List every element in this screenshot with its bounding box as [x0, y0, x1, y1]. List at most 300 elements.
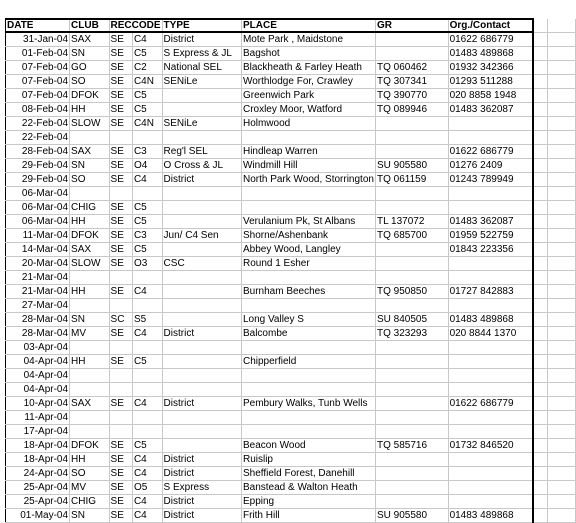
cell-gr[interactable] [375, 453, 448, 467]
cell-date[interactable]: 20-Mar-04 [6, 257, 70, 271]
cell-code[interactable]: C2 [132, 61, 162, 75]
cell-club[interactable]: SO [70, 173, 109, 187]
cell-empty[interactable] [533, 355, 547, 369]
cell-empty[interactable] [533, 495, 547, 509]
cell-empty[interactable] [547, 243, 575, 257]
cell-rec[interactable] [109, 187, 132, 201]
cell-club[interactable]: MV [70, 327, 109, 341]
cell-gr[interactable] [375, 495, 448, 509]
cell-empty[interactable] [547, 61, 575, 75]
cell-empty[interactable] [547, 145, 575, 159]
cell-code[interactable]: C4 [132, 467, 162, 481]
cell-code[interactable]: C5 [132, 439, 162, 453]
cell-org-contact[interactable] [448, 495, 533, 509]
cell-code[interactable]: C3 [132, 145, 162, 159]
cell-club[interactable] [70, 187, 109, 201]
cell-club[interactable] [70, 299, 109, 313]
cell-place[interactable]: Epping [241, 495, 375, 509]
cell-rec[interactable]: SE [109, 397, 132, 411]
cell-org-contact[interactable] [448, 257, 533, 271]
cell-gr[interactable]: SU 905580 [375, 159, 448, 173]
cell-rec[interactable] [109, 425, 132, 439]
cell-rec[interactable] [109, 131, 132, 145]
cell-place[interactable]: Chipperfield [241, 355, 375, 369]
cell-code[interactable] [132, 411, 162, 425]
header-date[interactable]: DATE [6, 19, 70, 32]
cell-date[interactable]: 06-Mar-04 [6, 201, 70, 215]
cell-club[interactable] [70, 271, 109, 285]
cell-type[interactable]: District [162, 173, 241, 187]
cell-code[interactable]: C4 [132, 453, 162, 467]
cell-type[interactable]: District [162, 509, 241, 523]
cell-type[interactable]: District [162, 467, 241, 481]
cell-org-contact[interactable]: 01622 686779 [448, 32, 533, 47]
cell-type[interactable] [162, 243, 241, 257]
cell-code[interactable]: C5 [132, 103, 162, 117]
header-empty-cell[interactable] [547, 19, 575, 32]
cell-gr[interactable] [375, 467, 448, 481]
cell-empty[interactable] [547, 117, 575, 131]
cell-club[interactable]: DFOK [70, 89, 109, 103]
cell-org-contact[interactable] [448, 453, 533, 467]
cell-org-contact[interactable] [448, 341, 533, 355]
cell-org-contact[interactable]: 01959 522759 [448, 229, 533, 243]
cell-org-contact[interactable] [448, 481, 533, 495]
cell-code[interactable]: C3 [132, 229, 162, 243]
cell-place[interactable]: Beacon Wood [241, 439, 375, 453]
cell-empty[interactable] [547, 215, 575, 229]
cell-date[interactable]: 21-Mar-04 [6, 285, 70, 299]
cell-org-contact[interactable]: 01843 223356 [448, 243, 533, 257]
cell-type[interactable]: District [162, 397, 241, 411]
cell-type[interactable] [162, 355, 241, 369]
cell-empty[interactable] [547, 159, 575, 173]
cell-club[interactable]: CHIG [70, 495, 109, 509]
cell-gr[interactable]: SU 905580 [375, 509, 448, 523]
cell-date[interactable]: 06-Mar-04 [6, 187, 70, 201]
header-place[interactable]: PLACE [241, 19, 375, 32]
cell-type[interactable]: District [162, 327, 241, 341]
cell-place[interactable]: Balcombe [241, 327, 375, 341]
cell-date[interactable]: 08-Feb-04 [6, 103, 70, 117]
cell-org-contact[interactable] [448, 383, 533, 397]
cell-empty[interactable] [547, 411, 575, 425]
cell-place[interactable]: Abbey Wood, Langley [241, 243, 375, 257]
cell-org-contact[interactable] [448, 271, 533, 285]
cell-club[interactable]: SN [70, 47, 109, 61]
cell-place[interactable] [241, 131, 375, 145]
cell-empty[interactable] [533, 285, 547, 299]
cell-place[interactable]: Hindleap Warren [241, 145, 375, 159]
cell-place[interactable] [241, 299, 375, 313]
cell-gr[interactable]: TQ 323293 [375, 327, 448, 341]
cell-place[interactable]: Banstead & Walton Heath [241, 481, 375, 495]
cell-gr[interactable]: TQ 390770 [375, 89, 448, 103]
cell-club[interactable]: GO [70, 61, 109, 75]
cell-type[interactable] [162, 425, 241, 439]
cell-place[interactable] [241, 369, 375, 383]
cell-date[interactable]: 29-Feb-04 [6, 159, 70, 173]
cell-org-contact[interactable] [448, 425, 533, 439]
cell-empty[interactable] [533, 229, 547, 243]
cell-code[interactable]: C4N [132, 117, 162, 131]
cell-place[interactable]: Sheffield Forest, Danehill [241, 467, 375, 481]
cell-empty[interactable] [547, 355, 575, 369]
cell-code[interactable]: O3 [132, 257, 162, 271]
cell-empty[interactable] [533, 383, 547, 397]
cell-type[interactable] [162, 201, 241, 215]
cell-place[interactable]: Frith Hill [241, 509, 375, 523]
cell-empty[interactable] [547, 467, 575, 481]
cell-type[interactable] [162, 131, 241, 145]
cell-type[interactable]: SENiLe [162, 117, 241, 131]
cell-code[interactable] [132, 131, 162, 145]
cell-empty[interactable] [547, 187, 575, 201]
cell-rec[interactable]: SE [109, 173, 132, 187]
cell-date[interactable]: 01-Feb-04 [6, 47, 70, 61]
cell-place[interactable]: Greenwich Park [241, 89, 375, 103]
cell-code[interactable] [132, 369, 162, 383]
cell-empty[interactable] [547, 75, 575, 89]
cell-org-contact[interactable]: 01483 362087 [448, 215, 533, 229]
cell-org-contact[interactable]: 01727 842883 [448, 285, 533, 299]
cell-rec[interactable]: SE [109, 229, 132, 243]
cell-rec[interactable] [109, 341, 132, 355]
cell-place[interactable] [241, 187, 375, 201]
cell-date[interactable]: 18-Apr-04 [6, 453, 70, 467]
cell-rec[interactable]: SE [109, 32, 132, 47]
cell-org-contact[interactable] [448, 355, 533, 369]
cell-place[interactable]: Round 1 Esher [241, 257, 375, 271]
cell-empty[interactable] [533, 509, 547, 523]
cell-rec[interactable]: SE [109, 355, 132, 369]
cell-type[interactable] [162, 215, 241, 229]
cell-date[interactable]: 03-Apr-04 [6, 341, 70, 355]
cell-place[interactable] [241, 425, 375, 439]
cell-gr[interactable] [375, 187, 448, 201]
cell-org-contact[interactable] [448, 117, 533, 131]
cell-gr[interactable]: TQ 060462 [375, 61, 448, 75]
cell-date[interactable]: 07-Feb-04 [6, 89, 70, 103]
cell-empty[interactable] [547, 327, 575, 341]
cell-place[interactable] [241, 271, 375, 285]
cell-empty[interactable] [547, 509, 575, 523]
cell-gr[interactable] [375, 355, 448, 369]
cell-empty[interactable] [533, 243, 547, 257]
cell-rec[interactable]: SE [109, 481, 132, 495]
cell-empty[interactable] [547, 47, 575, 61]
cell-empty[interactable] [533, 481, 547, 495]
cell-gr[interactable] [375, 117, 448, 131]
cell-org-contact[interactable]: 01732 846520 [448, 439, 533, 453]
cell-rec[interactable]: SE [109, 509, 132, 523]
cell-rec[interactable]: SE [109, 117, 132, 131]
cell-type[interactable]: District [162, 495, 241, 509]
cell-org-contact[interactable] [448, 201, 533, 215]
cell-gr[interactable]: TQ 685700 [375, 229, 448, 243]
cell-empty[interactable] [533, 89, 547, 103]
cell-empty[interactable] [547, 313, 575, 327]
cell-gr[interactable] [375, 257, 448, 271]
cell-empty[interactable] [547, 173, 575, 187]
cell-type[interactable] [162, 103, 241, 117]
cell-club[interactable] [70, 383, 109, 397]
cell-code[interactable] [132, 271, 162, 285]
cell-code[interactable]: C5 [132, 355, 162, 369]
cell-gr[interactable] [375, 481, 448, 495]
cell-date[interactable]: 06-Mar-04 [6, 215, 70, 229]
cell-rec[interactable] [109, 383, 132, 397]
cell-empty[interactable] [533, 453, 547, 467]
cell-type[interactable] [162, 313, 241, 327]
cell-club[interactable]: SN [70, 313, 109, 327]
cell-empty[interactable] [533, 187, 547, 201]
cell-club[interactable]: HH [70, 285, 109, 299]
cell-rec[interactable]: SE [109, 453, 132, 467]
cell-empty[interactable] [533, 215, 547, 229]
cell-place[interactable]: Verulanium Pk, St Albans [241, 215, 375, 229]
cell-date[interactable]: 21-Mar-04 [6, 271, 70, 285]
cell-gr[interactable] [375, 341, 448, 355]
cell-date[interactable]: 17-Apr-04 [6, 425, 70, 439]
cell-place[interactable]: North Park Wood, Storrington [242, 174, 374, 185]
cell-gr[interactable]: SU 840505 [375, 313, 448, 327]
cell-club[interactable] [70, 131, 109, 145]
cell-empty[interactable] [533, 131, 547, 145]
cell-date[interactable]: 04-Apr-04 [6, 369, 70, 383]
cell-code[interactable]: C4N [132, 75, 162, 89]
cell-date[interactable]: 07-Feb-04 [6, 75, 70, 89]
cell-code[interactable]: O4 [132, 159, 162, 173]
cell-org-contact[interactable]: 01622 686779 [448, 397, 533, 411]
cell-empty[interactable] [533, 299, 547, 313]
cell-rec[interactable]: SE [109, 467, 132, 481]
cell-rec[interactable]: SE [109, 61, 132, 75]
cell-type[interactable] [162, 369, 241, 383]
header-reccode[interactable]: RECCODE [110, 20, 161, 31]
cell-empty[interactable] [547, 425, 575, 439]
cell-type[interactable]: O Cross & JL [162, 159, 241, 173]
cell-code[interactable]: C4 [132, 397, 162, 411]
cell-club[interactable] [70, 425, 109, 439]
header-gr[interactable]: GR [375, 19, 448, 32]
cell-type[interactable]: Reg'l SEL [162, 145, 241, 159]
cell-club[interactable]: SLOW [70, 117, 109, 131]
cell-club[interactable]: SAX [70, 145, 109, 159]
cell-gr[interactable] [375, 271, 448, 285]
cell-date[interactable]: 28-Mar-04 [6, 313, 70, 327]
cell-empty[interactable] [533, 425, 547, 439]
cell-org-contact[interactable] [448, 187, 533, 201]
cell-empty[interactable] [547, 201, 575, 215]
cell-gr[interactable] [375, 299, 448, 313]
cell-date[interactable]: 27-Mar-04 [6, 299, 70, 313]
cell-empty[interactable] [533, 369, 547, 383]
cell-org-contact[interactable]: 01483 489868 [448, 313, 533, 327]
cell-gr[interactable]: TQ 061159 [375, 173, 448, 187]
cell-club[interactable]: HH [70, 355, 109, 369]
cell-empty[interactable] [533, 411, 547, 425]
cell-place[interactable] [241, 411, 375, 425]
cell-date[interactable]: 01-May-04 [6, 509, 70, 523]
cell-date[interactable]: 11-Apr-04 [6, 411, 70, 425]
cell-date[interactable]: 11-Mar-04 [6, 229, 70, 243]
cell-club[interactable] [70, 369, 109, 383]
cell-club[interactable]: HH [70, 103, 109, 117]
cell-empty[interactable] [547, 397, 575, 411]
cell-rec[interactable]: SE [109, 47, 132, 61]
cell-place[interactable] [241, 341, 375, 355]
cell-code[interactable] [132, 425, 162, 439]
cell-code[interactable]: C4 [132, 495, 162, 509]
cell-gr[interactable]: TL 137072 [375, 215, 448, 229]
cell-type[interactable] [162, 341, 241, 355]
cell-date[interactable]: 28-Mar-04 [6, 327, 70, 341]
cell-code[interactable]: C4 [132, 327, 162, 341]
cell-empty[interactable] [533, 47, 547, 61]
cell-rec[interactable]: SE [109, 495, 132, 509]
cell-date[interactable]: 24-Apr-04 [6, 467, 70, 481]
cell-rec[interactable]: SE [109, 215, 132, 229]
cell-empty[interactable] [533, 32, 547, 47]
cell-rec[interactable]: SE [109, 327, 132, 341]
cell-code[interactable]: C5 [132, 215, 162, 229]
cell-empty[interactable] [547, 271, 575, 285]
cell-empty[interactable] [547, 341, 575, 355]
cell-empty[interactable] [533, 61, 547, 75]
cell-gr[interactable]: TQ 307341 [375, 75, 448, 89]
cell-empty[interactable] [533, 257, 547, 271]
cell-gr[interactable] [375, 243, 448, 257]
cell-type[interactable] [162, 271, 241, 285]
cell-org-contact[interactable]: 01622 686779 [448, 145, 533, 159]
cell-gr[interactable]: TQ 585716 [375, 439, 448, 453]
cell-org-contact[interactable]: 01293 511288 [448, 75, 533, 89]
cell-club[interactable]: SLOW [70, 257, 109, 271]
cell-empty[interactable] [547, 481, 575, 495]
cell-rec[interactable]: SC [109, 313, 132, 327]
cell-empty[interactable] [547, 495, 575, 509]
cell-rec[interactable] [109, 271, 132, 285]
cell-place[interactable]: Burnham Beeches [241, 285, 375, 299]
cell-gr[interactable]: TQ 950850 [375, 285, 448, 299]
cell-type[interactable]: CSC [162, 257, 241, 271]
header-empty-cell[interactable] [533, 19, 547, 32]
cell-club[interactable]: SAX [70, 397, 109, 411]
cell-place[interactable]: Ruislip [241, 453, 375, 467]
cell-date[interactable]: 04-Apr-04 [6, 355, 70, 369]
cell-place[interactable]: Croxley Moor, Watford [241, 103, 375, 117]
cell-empty[interactable] [533, 173, 547, 187]
cell-org-contact[interactable]: 01243 789949 [448, 173, 533, 187]
cell-empty[interactable] [547, 32, 575, 47]
cell-place[interactable]: Long Valley S [241, 313, 375, 327]
cell-org-contact[interactable]: 020 8858 1948 [448, 89, 533, 103]
cell-date[interactable]: 18-Apr-04 [6, 439, 70, 453]
cell-gr[interactable] [375, 131, 448, 145]
cell-place[interactable]: Holmwood [241, 117, 375, 131]
cell-org-contact[interactable]: 01483 489868 [448, 47, 533, 61]
cell-code[interactable]: C5 [132, 201, 162, 215]
cell-club[interactable]: CHIG [70, 201, 109, 215]
cell-rec[interactable] [109, 369, 132, 383]
cell-type[interactable] [162, 383, 241, 397]
cell-gr[interactable] [375, 201, 448, 215]
cell-empty[interactable] [533, 75, 547, 89]
cell-empty[interactable] [533, 271, 547, 285]
cell-gr[interactable] [375, 145, 448, 159]
cell-club[interactable]: HH [70, 215, 109, 229]
cell-empty[interactable] [533, 439, 547, 453]
cell-empty[interactable] [533, 117, 547, 131]
cell-rec[interactable]: SE [109, 159, 132, 173]
cell-code[interactable] [132, 187, 162, 201]
cell-date[interactable]: 07-Feb-04 [6, 61, 70, 75]
cell-type[interactable] [162, 187, 241, 201]
cell-empty[interactable] [533, 397, 547, 411]
cell-gr[interactable] [375, 32, 448, 47]
cell-empty[interactable] [547, 299, 575, 313]
cell-gr[interactable] [375, 425, 448, 439]
cell-place[interactable]: Windmill Hill [241, 159, 375, 173]
cell-org-contact[interactable] [448, 369, 533, 383]
cell-org-contact[interactable] [448, 467, 533, 481]
cell-place[interactable]: Pembury Walks, Tunb Wells [241, 397, 375, 411]
cell-rec[interactable]: SE [109, 257, 132, 271]
cell-club[interactable] [70, 411, 109, 425]
cell-type[interactable]: Jun/ C4 Sen [162, 229, 241, 243]
cell-code[interactable]: C4 [132, 509, 162, 523]
cell-date[interactable]: 28-Feb-04 [6, 145, 70, 159]
cell-rec[interactable]: SE [109, 75, 132, 89]
cell-place[interactable]: Bagshot [241, 47, 375, 61]
cell-club[interactable]: HH [70, 453, 109, 467]
cell-rec[interactable]: SE [109, 89, 132, 103]
cell-rec[interactable]: SE [109, 201, 132, 215]
cell-rec[interactable]: SE [109, 145, 132, 159]
cell-club[interactable]: SAX [70, 32, 109, 47]
cell-date[interactable]: 04-Apr-04 [6, 383, 70, 397]
cell-empty[interactable] [547, 439, 575, 453]
cell-date[interactable]: 25-Apr-04 [6, 495, 70, 509]
cell-gr[interactable]: TQ 089946 [375, 103, 448, 117]
cell-empty[interactable] [547, 285, 575, 299]
cell-org-contact[interactable]: 020 8844 1370 [448, 327, 533, 341]
header-club[interactable]: CLUB [70, 19, 109, 32]
cell-empty[interactable] [547, 103, 575, 117]
cell-place[interactable]: Blackheath & Farley Heath [241, 61, 375, 75]
cell-type[interactable]: SENiLe [162, 75, 241, 89]
cell-empty[interactable] [533, 467, 547, 481]
cell-type[interactable] [162, 439, 241, 453]
cell-type[interactable]: District [162, 453, 241, 467]
cell-code[interactable]: C5 [132, 47, 162, 61]
cell-gr[interactable] [375, 47, 448, 61]
cell-club[interactable]: DFOK [70, 439, 109, 453]
cell-type[interactable] [162, 299, 241, 313]
cell-club[interactable]: SO [70, 467, 109, 481]
cell-empty[interactable] [547, 369, 575, 383]
cell-empty[interactable] [547, 131, 575, 145]
cell-club[interactable]: DFOK [70, 229, 109, 243]
cell-type[interactable] [162, 285, 241, 299]
cell-type[interactable]: S Express [162, 481, 241, 495]
cell-rec[interactable] [109, 299, 132, 313]
cell-code[interactable]: S5 [132, 313, 162, 327]
cell-place[interactable] [241, 383, 375, 397]
cell-empty[interactable] [533, 159, 547, 173]
cell-org-contact[interactable]: 01483 489868 [448, 509, 533, 523]
